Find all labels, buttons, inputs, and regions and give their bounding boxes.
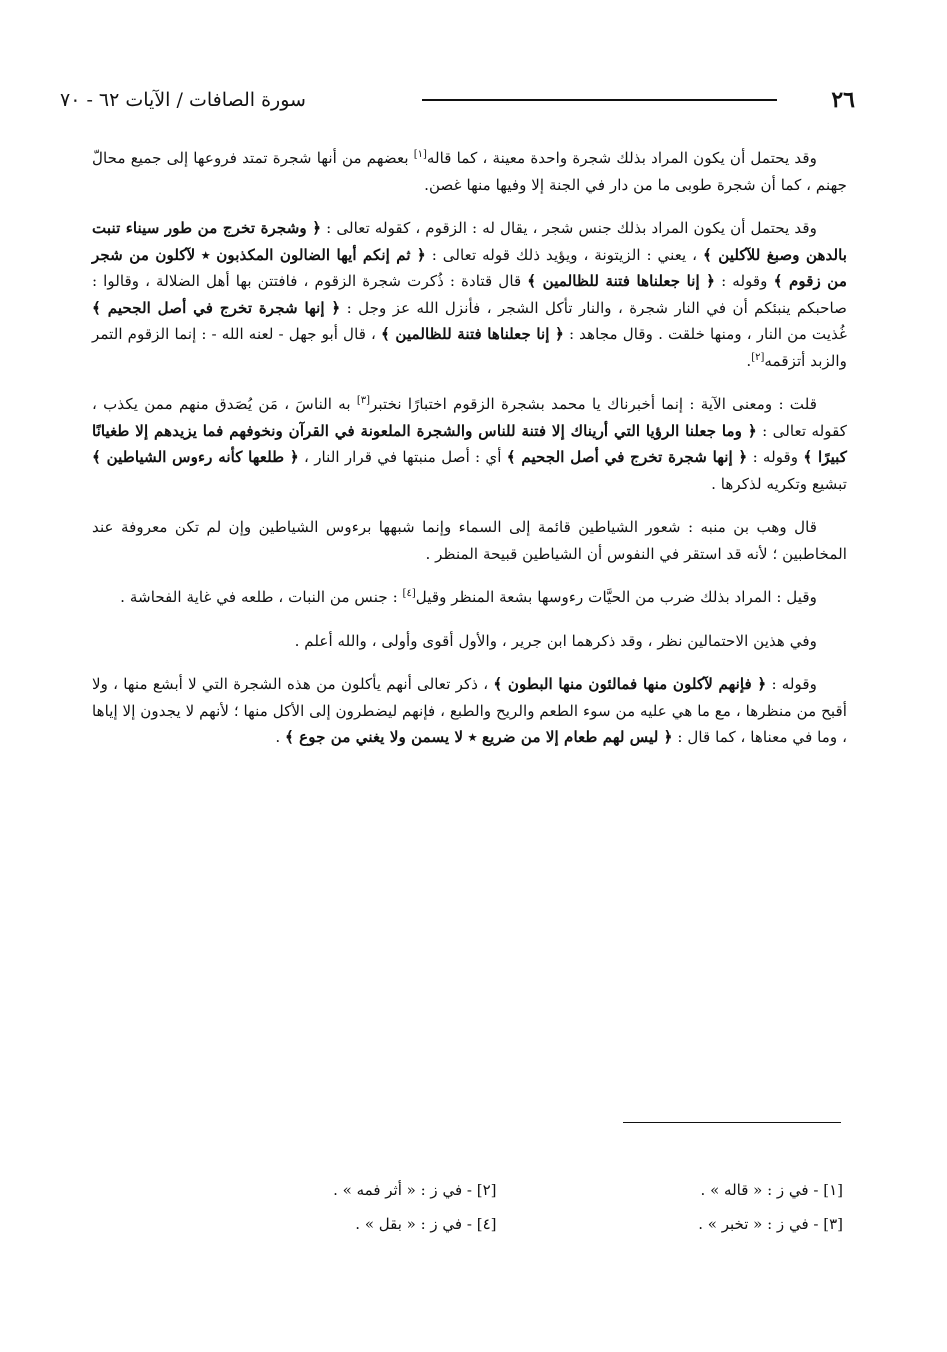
text-run: ، يعني : الزيتونة ، ويؤيد ذلك قوله تعالى : bbox=[425, 245, 703, 264]
header-rule bbox=[422, 99, 777, 101]
quran-verse: ﴿ طلعها كأنه رءوس الشياطين ﴾ bbox=[92, 448, 299, 466]
text-run: وقوله : bbox=[766, 675, 817, 693]
footnote-number: [٤] bbox=[476, 1215, 497, 1233]
footnote-text: - في ز : « بقل » . bbox=[355, 1215, 477, 1233]
footnote-number: [٢] bbox=[476, 1181, 497, 1199]
footnote-4 bbox=[190, 1207, 497, 1241]
footnote-2 bbox=[190, 1173, 497, 1207]
text-run: غُذيت من النار ، ومنها خلقت . وقال مجاهد : bbox=[563, 325, 847, 343]
quran-verse: ﴿ ثم إنكم أيها الضالون المكذبون ٭ لآكلون من شجر من زقوم ﴾ bbox=[92, 245, 848, 290]
running-title: سورة الصافات / الآيات ٦٢ - ٧٠ bbox=[60, 89, 306, 111]
text-run: قلت : ومعنى الآية : إنما أخبرناك يا محمد بشجرة الزقوم اختبارًا نختبر bbox=[370, 395, 817, 413]
paragraph bbox=[92, 215, 847, 374]
paragraph bbox=[92, 628, 847, 655]
quran-verse: ﴿ ليس لهم طعام إلا من ضريع ٭ لا يسمن ولا يغني من جوع ﴾ bbox=[284, 728, 673, 746]
footnote-number: [٣] bbox=[823, 1215, 843, 1233]
paragraph bbox=[92, 391, 847, 497]
footnotes bbox=[190, 1173, 843, 1241]
footnote-1 bbox=[537, 1173, 844, 1207]
text-run: تبشيع وتكريه لذكرها . bbox=[711, 474, 847, 493]
quran-verse: ﴿ إنا جعلناها فتنة للظالمين ﴾ bbox=[527, 272, 716, 290]
text-run: وقد يحتمل أن يكون المراد بذلك جنس شجر ، يقال له : الزقوم ، كقوله تعالى : bbox=[321, 219, 817, 237]
paragraph bbox=[92, 671, 847, 751]
footnote-text: - في ز : « أثر فمه » . bbox=[333, 1181, 477, 1199]
text-run: وفي هذين الاحتمالين نظر ، وقد ذكرهما ابن جرير ، والأول أقوى وأولى ، والله أعلم . bbox=[294, 631, 817, 650]
quran-verse: ﴿ وما جعلنا الرؤيا التي أريناك إلا فتنة للناس والشجرة الملعونة في القرآن ونخوفهم فما يزيدهم إلا طغيانًا كبيرًا ﴾ bbox=[92, 421, 847, 466]
text-run: أي : أصل منبتها في قرار النار ، bbox=[298, 448, 507, 466]
text-run: وقيل : المراد بذلك ضرب من الحيَّات رءوسها بشعة المنظر وقيل bbox=[415, 588, 817, 606]
text-run: قال قتادة : ذُكرت شجرة الزقوم ، فافتتن بها أهل الضلالة ، وقالوا : صاحبكم ينبئكم أن في النار شجرة ، والنار تأكل الشجر ، فأنزل الله عز وجل : bbox=[92, 272, 847, 317]
footnote-ref: [١] bbox=[413, 148, 427, 160]
paragraph bbox=[92, 514, 847, 567]
text-run: بعضهم من أنها شجرة تمتد فروعها إلى جميع محالّ جهنم ، كما أن شجرة طوبى ما من دار في الجنة إلا وفيها منها غصن. bbox=[92, 149, 847, 194]
text-run: : جنس من النبات ، طلعه في غاية الفحاشة . bbox=[120, 588, 403, 606]
paragraph bbox=[92, 145, 847, 198]
footnote-separator bbox=[623, 1122, 841, 1123]
text-run: وقوله : bbox=[747, 448, 804, 466]
footnote-3 bbox=[537, 1207, 844, 1241]
page-header bbox=[60, 80, 855, 120]
footnote-text: - في ز : « قاله » . bbox=[700, 1181, 824, 1199]
text-run: . bbox=[746, 351, 752, 370]
paragraph bbox=[92, 584, 847, 611]
text-run: ، قال أبو جهل - لعنه الله - : إنما الزقوم التمر والزبد أتزقمه bbox=[92, 325, 847, 370]
footnote-ref: [٢] bbox=[751, 351, 765, 363]
footnote-ref: [٤] bbox=[402, 587, 416, 599]
text-run: وقد يحتمل أن يكون المراد بذلك شجرة واحدة معينة ، كما قاله bbox=[426, 149, 817, 167]
text-run: ، ذكر تعالى أنهم يأكلون من هذه الشجرة التي لا أبشع منها ، ولا أقبح من منظرها ، مع ما هي عليه من سوء الطعم والريح والطبع ، فإنهم ليضطرون إلى الأكل منها ؛ لأنهم لا يجدون إلا إياها ، وما في معناها ، كما قال : bbox=[92, 675, 847, 746]
quran-verse: ﴿ فإنهم لآكلون منها فمالئون منها البطون ﴾ bbox=[493, 675, 767, 693]
text-run: قال وهب بن منبه : شعور الشياطين قائمة إلى السماء وإنما شبهها برءوس الشياطين وإن لم تكن معروفة عند المخاطبين ؛ لأنه قد استقر في النفوس أن الشياطين قبيحة المنظر . bbox=[92, 518, 847, 563]
footnote-ref: [٣] bbox=[356, 394, 371, 406]
text-run: . bbox=[275, 728, 285, 746]
quran-verse: ﴿ إنها شجرة تخرج في أصل الجحيم ﴾ bbox=[92, 298, 341, 317]
footnote-number: [١] bbox=[823, 1181, 843, 1199]
quran-verse: ﴿ وشجرة تخرج من طور سيناء تنبت بالدهن وصبغ للآكلين ﴾ bbox=[92, 219, 847, 264]
footnote-text: - في ز : « تخبر » . bbox=[698, 1215, 824, 1233]
text-run: به الناسَ ، مَن يُصَدق منهم ممن يكذب ، كقوله تعالى : bbox=[92, 395, 847, 440]
quran-verse: ﴿ إنها شجرة تخرج في أصل الجحيم ﴾ bbox=[506, 448, 748, 466]
text-run: وقوله : bbox=[715, 272, 774, 290]
page-number: ٢٦ bbox=[831, 87, 855, 113]
quran-verse: ﴿ إنا جعلناها فتنة للظالمين ﴾ bbox=[380, 325, 564, 343]
main-text bbox=[92, 145, 847, 768]
